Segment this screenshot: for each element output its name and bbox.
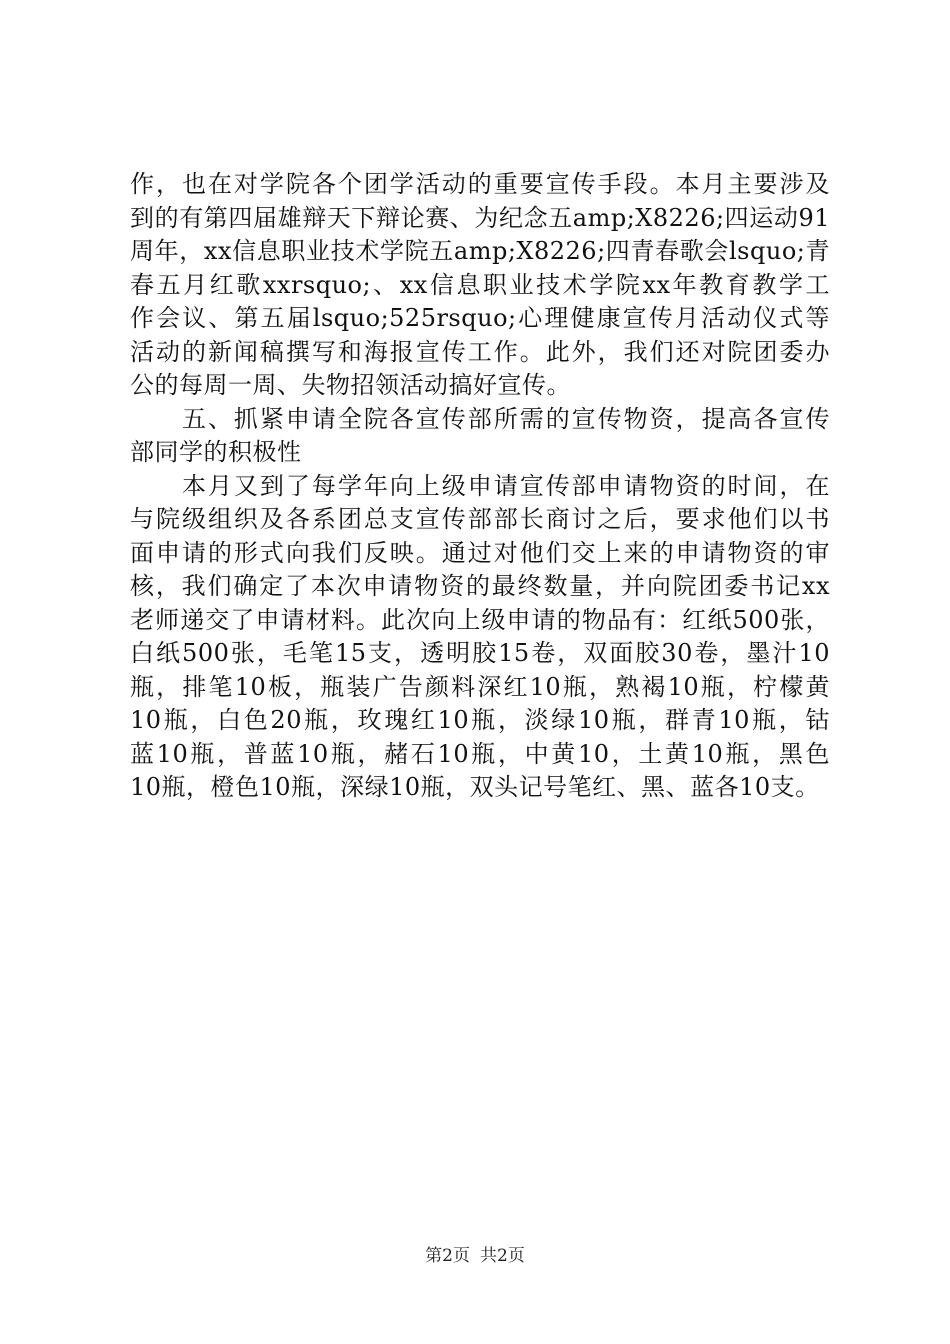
text-line: 周年，xx信息职业技术学院五amp;X8226;四青春歌会lsquo;青 <box>130 237 830 265</box>
text-line: 白纸500张，毛笔15支，透明胶15卷，双面胶30卷，墨汁10 <box>130 639 830 667</box>
text-line: 公的每周一周、失物招领活动搞好宣传。 <box>130 371 571 399</box>
text-line: 蓝10瓶，普蓝10瓶，赭石10瓶，中黄10，土黄10瓶，黑色 <box>130 739 830 768</box>
text-line: 部同学的积极性 <box>130 438 302 466</box>
paragraph <box>130 403 830 470</box>
text-line: 五、抓紧申请全院各宣传部所需的宣传物资，提高各宣传 <box>130 404 830 433</box>
text-line: 核，我们确定了本次申请物资的最终数量，并向院团委书记xx <box>130 572 830 600</box>
page-number: 第2页 <box>425 1246 470 1266</box>
text-line: 作会议、第五届lsquo;525rsquo;心理健康宣传月活动仪式等 <box>130 304 830 332</box>
text-line: 面申请的形式向我们反映。通过对他们交上来的申请物资的审 <box>130 538 830 567</box>
text-line: 本月又到了每学年向上级申请宣传部申请物资的时间，在 <box>130 471 830 500</box>
text-line: 与院级组织及各系团总支宣传部部长商讨之后，要求他们以书 <box>130 505 830 533</box>
text-line: 春五月红歌xxrsquo;、xx信息职业技术学院xx年教育教学工 <box>130 270 830 299</box>
text-line: 10瓶，白色20瓶，玫瑰红10瓶，淡绿10瓶，群青10瓶，钴 <box>130 706 830 734</box>
paragraph <box>130 168 830 403</box>
text-line: 10瓶，橙色10瓶，深绿10瓶，双头记号笔红、黑、蓝各10支。 <box>130 773 820 801</box>
text-line: 老师递交了申请材料。此次向上级申请的物品有：红纸500张， <box>130 605 830 634</box>
document-body <box>130 168 830 805</box>
paragraph <box>130 470 830 805</box>
page-total: 共2页 <box>480 1246 525 1266</box>
text-line: 瓶，排笔10板，瓶装广告颜料深红10瓶，熟褐10瓶，柠檬黄 <box>130 672 830 701</box>
text-line: 到的有第四届雄辩天下辩论赛、为纪念五amp;X8226;四运动91 <box>130 203 830 232</box>
page-footer <box>0 1244 950 1268</box>
text-line: 活动的新闻稿撰写和海报宣传工作。此外，我们还对院团委办 <box>130 337 830 366</box>
text-line: 作，也在对学院各个团学活动的重要宣传手段。本月主要涉及 <box>130 170 830 198</box>
